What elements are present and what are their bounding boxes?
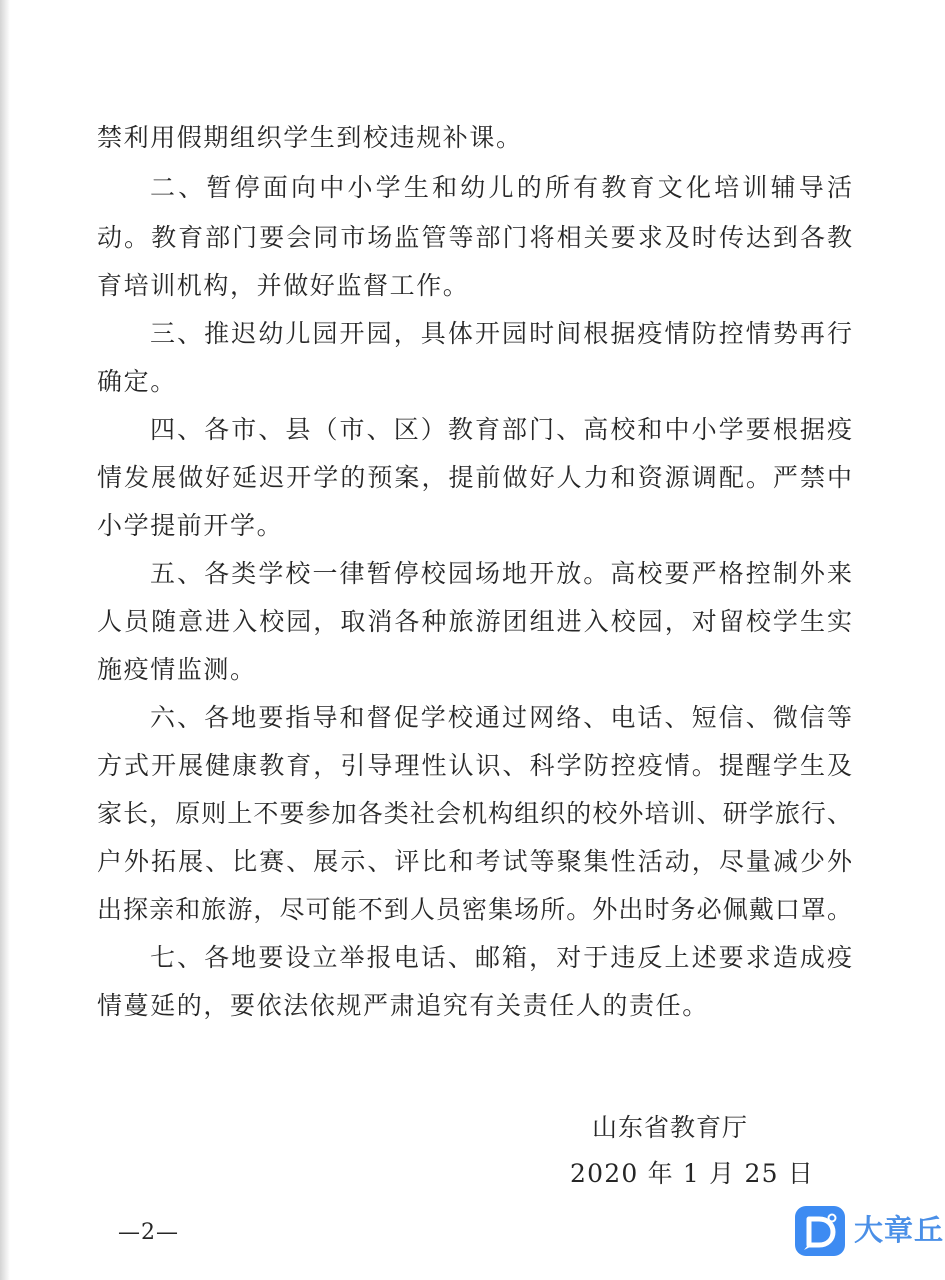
issuer-signature: 山东省教育厅 [592, 1113, 749, 1142]
watermark-text: 大章丘 [854, 1213, 945, 1247]
body-line: 出探亲和旅游，尽可能不到人员密集场所。外出时务必佩戴口罩。 [97, 895, 852, 924]
body-line: 确定。 [97, 367, 177, 396]
body-line: 七、各地要设立举报电话、邮箱，对于违反上述要求造成疫 [150, 943, 852, 972]
body-line: 人员随意进入校园，取消各种旅游团组进入校园，对留校学生实 [97, 607, 852, 636]
body-line: 施疫情监测。 [97, 655, 257, 684]
body-line: 小学提前开学。 [97, 511, 284, 540]
body-line: 禁利用假期组织学生到校违规补课。 [97, 123, 523, 152]
issue-date: 2020 年 1 月 25 日 [570, 1159, 815, 1188]
body-line: 六、各地要指导和督促学校通过网络、电话、短信、微信等 [150, 703, 852, 732]
body-line: 二、暂停面向中小学生和幼儿的所有教育文化培训辅导活 [150, 173, 852, 202]
body-line: 家长，原则上不要参加各类社会机构组织的校外培训、研学旅行、 [97, 799, 852, 828]
body-line: 四、各市、县（市、区）教育部门、高校和中小学要根据疫 [150, 415, 852, 444]
body-line: 三、推迟幼儿园开园，具体开园时间根据疫情防控情势再行 [150, 319, 852, 348]
body-line: 动。教育部门要会同市场监管等部门将相关要求及时传达到各教 [97, 223, 852, 252]
body-line: 方式开展健康教育，引导理性认识、科学防控疫情。提醒学生及 [97, 751, 852, 780]
body-line: 户外拓展、比赛、展示、评比和考试等聚集性活动，尽量减少外 [97, 847, 852, 876]
body-line: 五、各类学校一律暂停校园场地开放。高校要严格控制外来 [150, 559, 852, 588]
page-edge-shadow [0, 0, 10, 1280]
body-line: 情发展做好延迟开学的预案，提前做好人力和资源调配。严禁中 [97, 463, 852, 492]
page-number: —2— [118, 1220, 179, 1245]
d-logo-icon [795, 1206, 845, 1256]
body-line: 育培训机构，并做好监督工作。 [97, 271, 470, 300]
body-line: 情蔓延的，要依法依规严肃追究有关责任人的责任。 [97, 991, 709, 1020]
